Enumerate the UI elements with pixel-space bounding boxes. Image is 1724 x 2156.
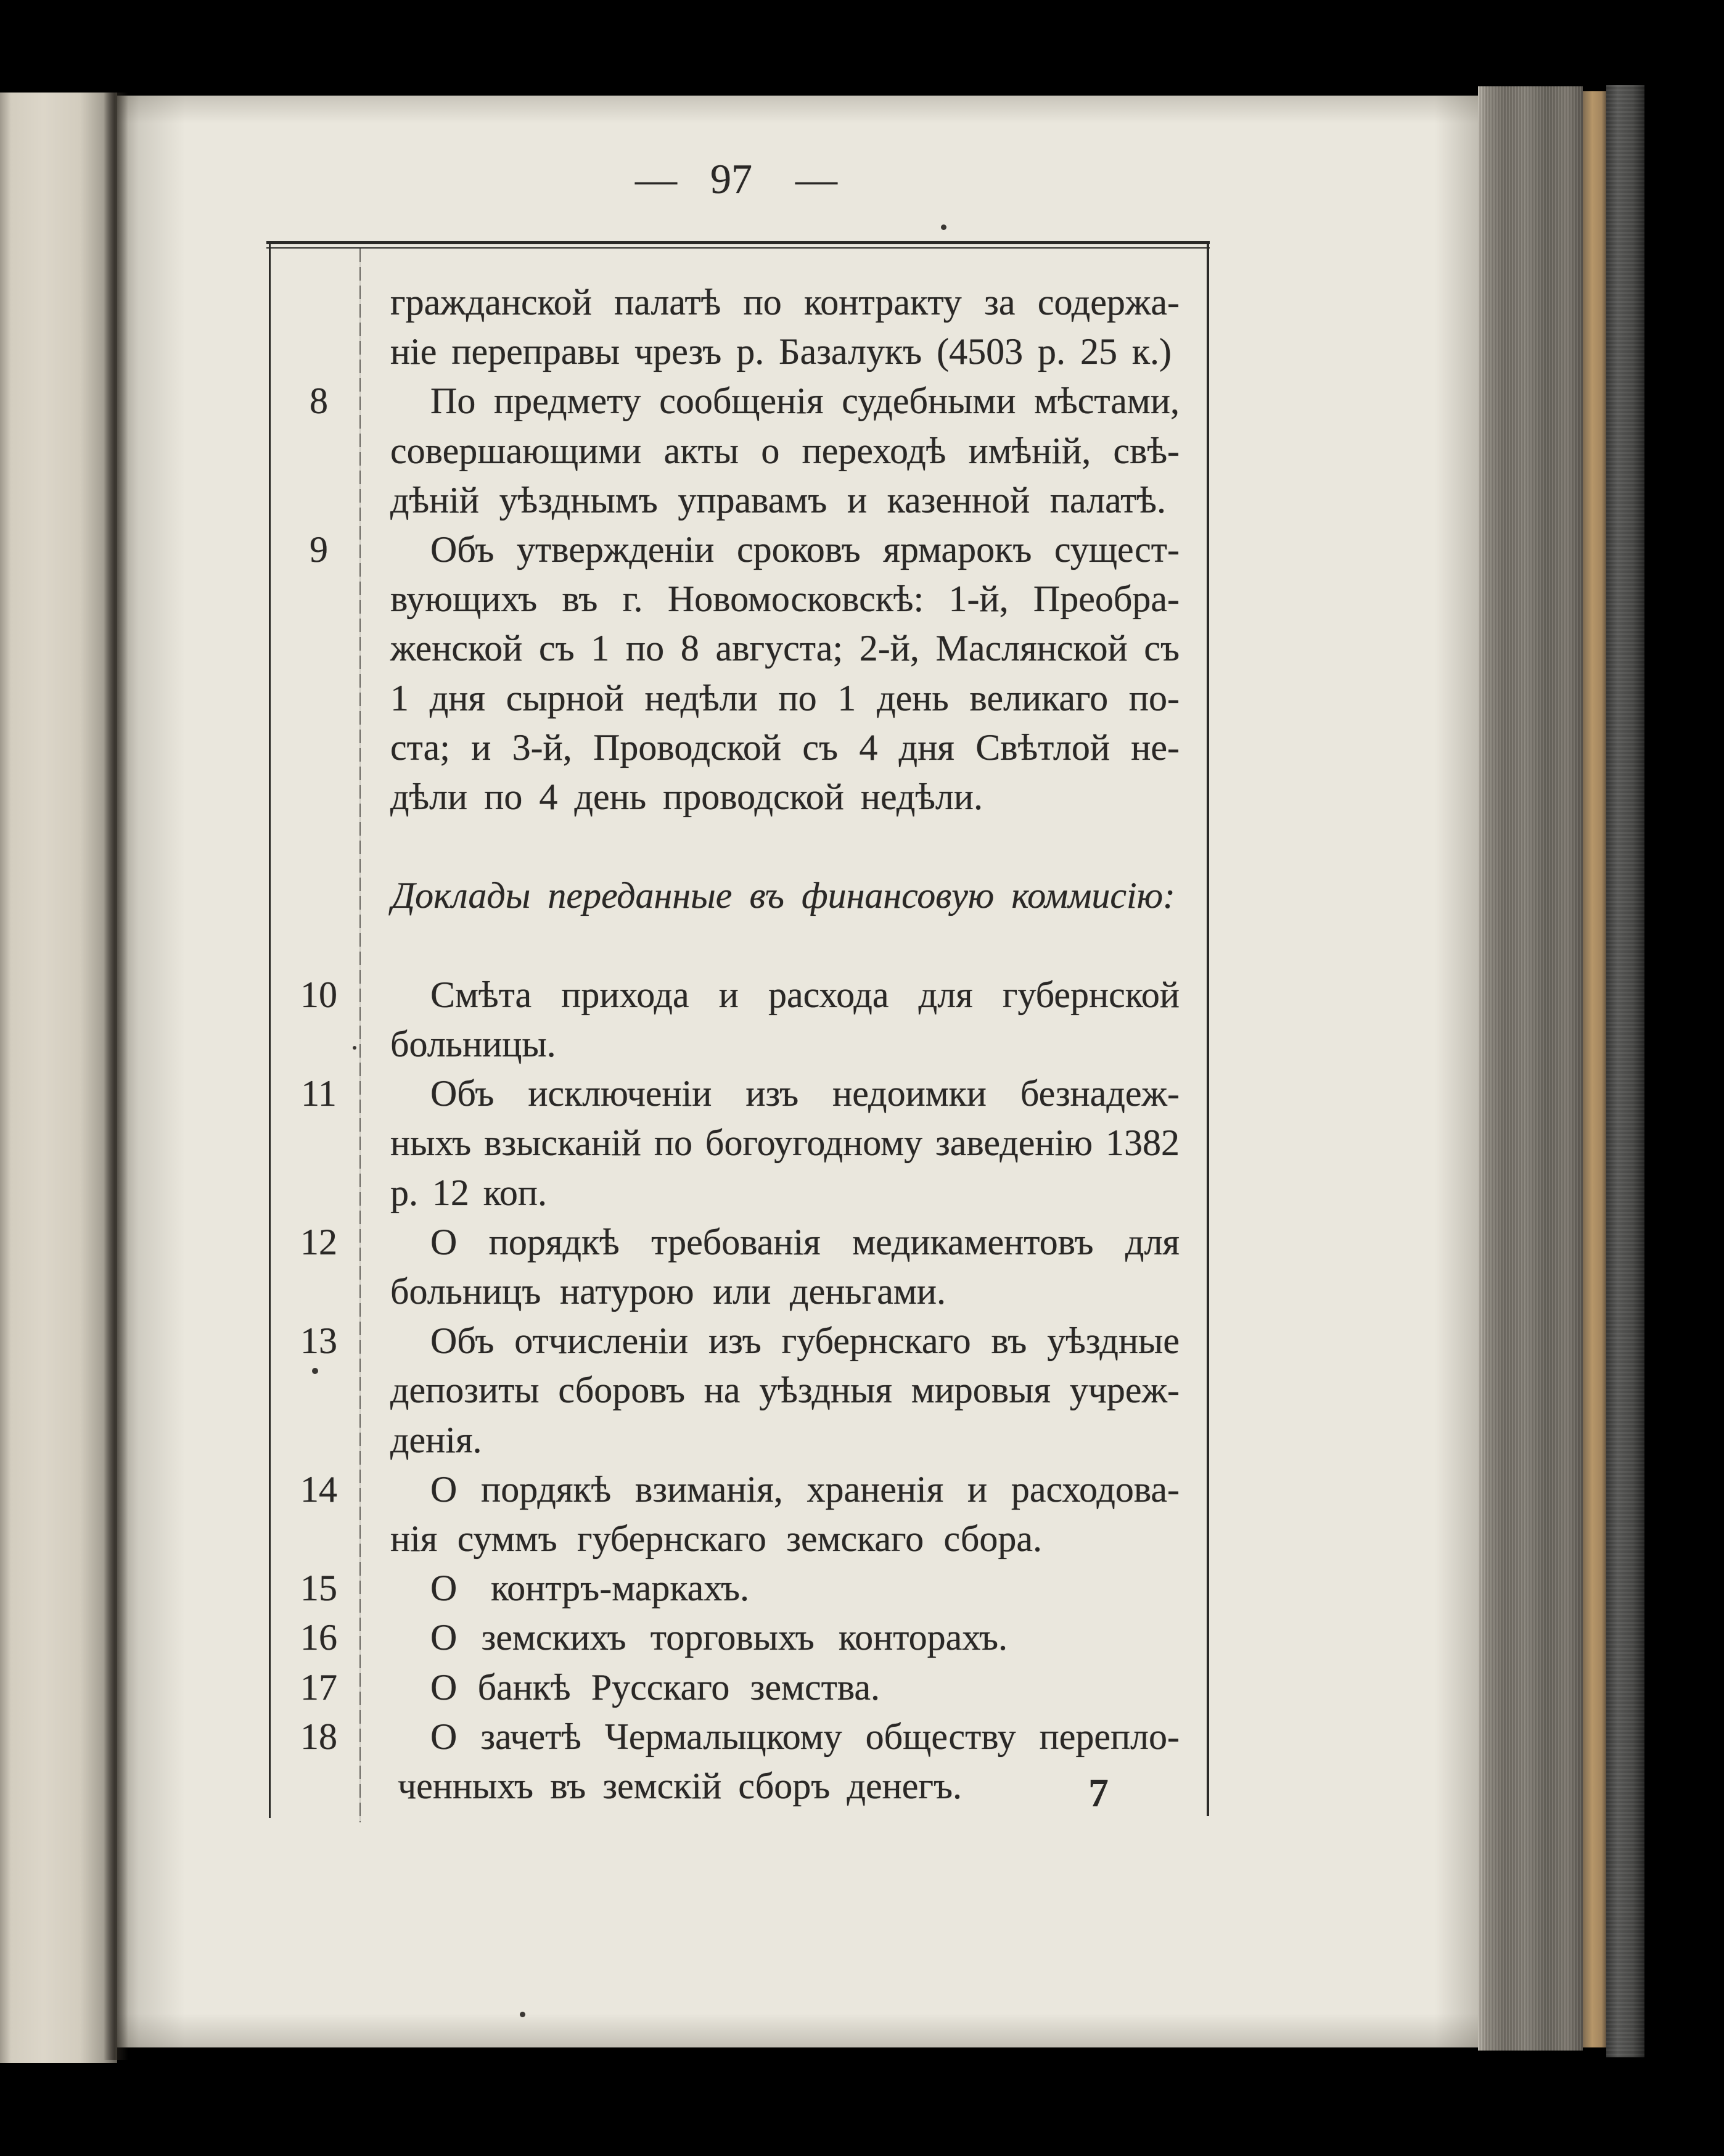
text-line: больницы. [390,1024,556,1064]
text-line: ченныхъ въ земскій сборъ денегъ. [398,1766,962,1806]
table-top-rule [266,241,1210,244]
text-line: Объ исключеніи изъ недоимки безнадеж- [430,1073,1180,1114]
entry-number: 8 [310,381,328,422]
text-line: О зачетѣ Чермалыцкому обществу перепло- [430,1716,1180,1757]
text-line: 1 дня сырной недѣли по 1 день великаго по- [390,677,1180,718]
text-line: Смѣта прихода и расхода для губернской [430,974,1180,1015]
text-line: Объ утвержденіи сроковъ ярмарокъ сущест- [430,529,1180,570]
text-line: О пордякѣ взиманія, храненія и расходова- [430,1468,1180,1510]
text-line: больницъ натурою или деньгами. [390,1271,946,1312]
entry-number: 15 [300,1568,337,1609]
number-column-separator [359,249,361,1822]
table-left-border [269,241,271,1818]
text-line: О банкѣ Русскаго земства. [430,1666,880,1708]
text-line: Объ отчисленіи изъ губернскаго въ уѣздные [430,1320,1180,1362]
text-line: По предмету сообщенія судебными мѣстами, [430,381,1180,422]
entry-number: 18 [300,1716,337,1757]
entry-number: 13 [300,1320,337,1362]
signature-mark: 7 [1088,1771,1109,1816]
running-head-left-dash: — [635,155,677,202]
text-line: вующихъ въ г. Новомосковскѣ: 1-й, Преобра- [390,578,1180,620]
ink-speck [353,1046,356,1050]
text-line: дѣли по 4 день проводской недѣли. [390,776,983,817]
entry-number: 16 [300,1617,337,1658]
page-number: 97 [710,155,752,202]
text-line: депозиты сборовъ на уѣздныя мировыя учреж- [390,1370,1180,1411]
ink-speck [520,2012,525,2017]
text-line: р. 12 коп. [390,1172,547,1213]
text-line: ста; и 3-й, Проводской съ 4 дня Свѣтлой не- [390,726,1180,768]
entry-number: 12 [300,1221,337,1262]
table-top-rule-thin [266,247,1210,249]
text-line: нія суммъ губернскаго земскаго сбора. [390,1518,1042,1559]
entry-number: 9 [310,529,328,570]
ink-speck [941,224,946,230]
text-line: О порядкѣ требованія медикаментовъ для [430,1221,1180,1262]
running-head-right-dash: — [795,155,837,202]
text-line: женской съ 1 по 8 августа; 2-й, Маслянской съ [390,628,1180,669]
text-line: О контръ-маркахъ. [430,1568,749,1609]
table-right-border [1207,241,1209,1816]
text-line: ныхъ взысканій по богоугодному заведенію 1382 [390,1122,1180,1164]
entry-number: 11 [301,1073,337,1114]
entry-number: 10 [300,974,337,1015]
entry-number: 17 [300,1666,337,1708]
section-heading: Доклады переданные въ финансовую коммисію: [392,875,1175,916]
text-line: гражданской палатѣ по контракту за содержа- [390,282,1180,323]
text-line: денія. [390,1419,482,1460]
text-line: ніе переправы чрезъ р. Базалукъ (4503 р. 25 к.) [390,331,1172,372]
text-line: О земскихъ торговыхъ конторахъ. [430,1617,1008,1658]
entry-number: 14 [300,1468,337,1510]
text-line: совершающими акты о переходѣ имѣній, свѣ- [390,430,1180,471]
text-line: дѣній уѣзднымъ управамъ и казенной палатѣ. [390,479,1166,520]
ink-speck [312,1368,318,1374]
